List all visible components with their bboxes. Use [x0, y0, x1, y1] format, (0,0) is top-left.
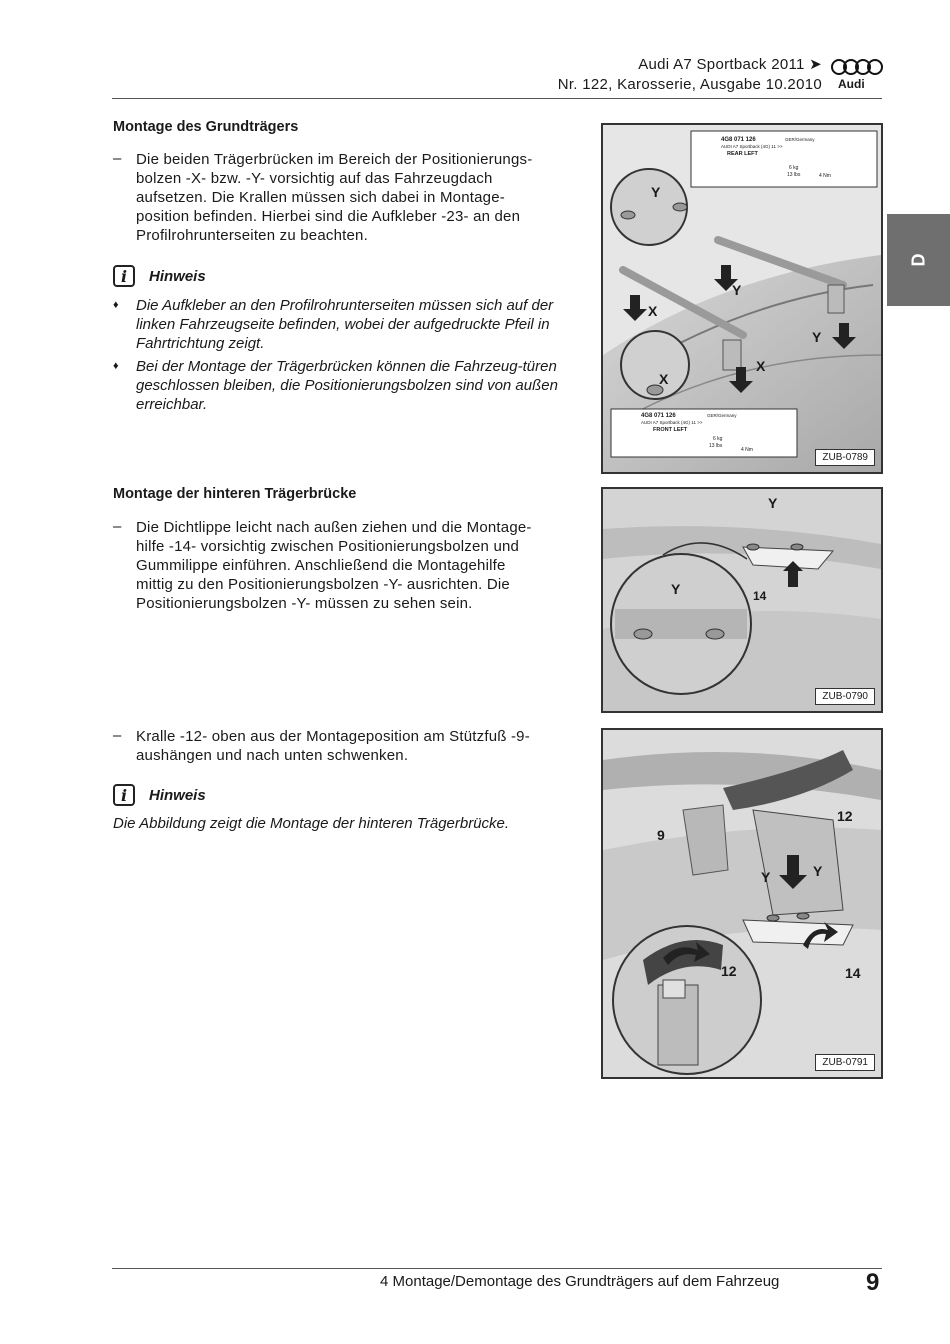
- step-line: Kralle -12- oben aus der Montageposition am Stützfuß -9-: [136, 728, 530, 745]
- figure-roof-rack-placement: [601, 123, 883, 474]
- footer-chapter: 4 Montage/Demontage des Grundträgers auf dem Fahrzeug: [380, 1273, 780, 1290]
- note-bullet: Bei der Montage der Trägerbrücken können die Fahrzeug-türen geschlossen bleiben, die Positionierungsbolzen sind von außen erreichbar.: [136, 358, 558, 413]
- step-line: Die Dichtlippe leicht nach außen ziehen und die Montage-: [136, 519, 532, 536]
- diamond-bullet-icon: ♦: [113, 360, 119, 372]
- figure-label-y: Y: [651, 184, 661, 200]
- note-text: Die Abbildung zeigt die Montage der hinteren Trägerbrücke.: [113, 815, 510, 832]
- figure-id: ZUB-0790: [815, 688, 875, 705]
- step-line: hilfe -14- vorsichtig zwischen Positionierungsbolzen und: [136, 538, 520, 555]
- figure-label-y: Y: [812, 329, 822, 345]
- note-title: Hinweis: [149, 787, 206, 804]
- step-line: Positionierungsbolzen -Y- müssen zu sehen sein.: [136, 595, 473, 612]
- sticker-weight-lbs: 13 lbs: [709, 443, 723, 449]
- note-bullet: Die Aufkleber an den Profilrohrunterseiten müssen sich auf der linken Fahrzeugseite befinden, wobei der aufgedruckte Pfeil in Fahrtrichtung zeigt.: [136, 297, 554, 352]
- sticker-side: FRONT LEFT: [653, 427, 688, 433]
- step-line: Gummilippe einführen. Anschließend die Montagehilfe: [136, 557, 506, 574]
- note-title: Hinweis: [149, 268, 206, 285]
- sticker-side: REAR LEFT: [727, 151, 758, 157]
- figure-mounting-aid: [601, 487, 883, 713]
- step-line: aufsetzen. Die Krallen müssen sich dabei in Montage-: [136, 189, 505, 206]
- step-line: Die beiden Trägerbrücken im Bereich der Positionierungs-: [136, 151, 533, 168]
- page-number: 9: [866, 1269, 880, 1296]
- section1-title: Montage des Grundträgers: [113, 119, 299, 135]
- sticker-torque: 4 Nm: [819, 173, 831, 179]
- figure-id: ZUB-0791: [815, 1054, 875, 1071]
- audi-logo: [830, 56, 884, 96]
- sticker-model: AUDI A7 Sportback (4G) 11 >>: [641, 420, 703, 425]
- sticker-part-number: 4G8 071 126: [721, 137, 756, 143]
- sticker-origin: GER/Germany: [785, 137, 815, 142]
- figure-label-12: 12: [721, 963, 737, 979]
- figure-label-x: X: [756, 358, 766, 374]
- figure-label-y: Y: [732, 282, 742, 298]
- sticker-weight-lbs: 13 lbs: [787, 172, 801, 178]
- figure-label-14: 14: [753, 589, 767, 603]
- figure-label-x: X: [659, 371, 669, 387]
- sticker-origin: GER/Germany: [707, 413, 737, 418]
- figure-label-y: Y: [813, 863, 823, 879]
- step-dash: –: [113, 518, 122, 535]
- chapter-tab-label: D: [908, 253, 928, 267]
- figure-label-x: X: [648, 303, 658, 319]
- figure-label-9: 9: [657, 827, 665, 843]
- diamond-bullet-icon: ♦: [113, 299, 119, 311]
- chapter-tab: [887, 214, 950, 306]
- sticker-weight: 6 kg: [713, 436, 723, 442]
- figure-label-14: 14: [845, 965, 861, 981]
- step-line: bolzen -X- bzw. -Y- vorsichtig auf das Fahrzeugdach: [136, 170, 493, 187]
- figure-label-y: Y: [761, 869, 771, 885]
- step-dash: –: [113, 727, 122, 744]
- sticker-weight: 6 kg: [789, 165, 799, 171]
- step-line: Profilrohrunterseiten zu beachten.: [136, 227, 368, 244]
- figure-label-12: 12: [837, 808, 853, 824]
- info-icon: i: [113, 265, 135, 287]
- audi-wordmark: Audi: [838, 77, 865, 91]
- section2-title: Montage der hinteren Trägerbrücke: [113, 486, 357, 502]
- sticker-torque: 4 Nm: [741, 447, 753, 453]
- figure-id: ZUB-0789: [815, 449, 875, 466]
- step-line: position befinden. Hierbei sind die Aufkleber -23- an den: [136, 208, 521, 225]
- header-subtitle: Nr. 122, Karosserie, Ausgabe 10.2010: [557, 76, 822, 93]
- section3-step: [136, 727, 576, 765]
- footer-rule: [112, 1268, 882, 1269]
- step-line: aushängen und nach unten schwenken.: [136, 747, 409, 764]
- section2-step: [136, 518, 576, 613]
- header-title: Audi A7 Sportback 2011 ➤: [638, 56, 822, 73]
- step-line: mittig zu den Positionierungsbolzen -Y- ausrichten. Die: [136, 576, 510, 593]
- header-rule: [112, 98, 882, 99]
- figure-claw-release: [601, 728, 883, 1079]
- info-icon: i: [113, 784, 135, 806]
- sticker-model: AUDI A7 Sportback (4G) 11 >>: [721, 144, 783, 149]
- section1-step: [136, 150, 576, 245]
- step-dash: –: [113, 150, 122, 167]
- sticker-part-number: 4G8 071 126: [641, 413, 676, 419]
- figure-label-y: Y: [768, 495, 778, 511]
- figure-label-y: Y: [671, 581, 681, 597]
